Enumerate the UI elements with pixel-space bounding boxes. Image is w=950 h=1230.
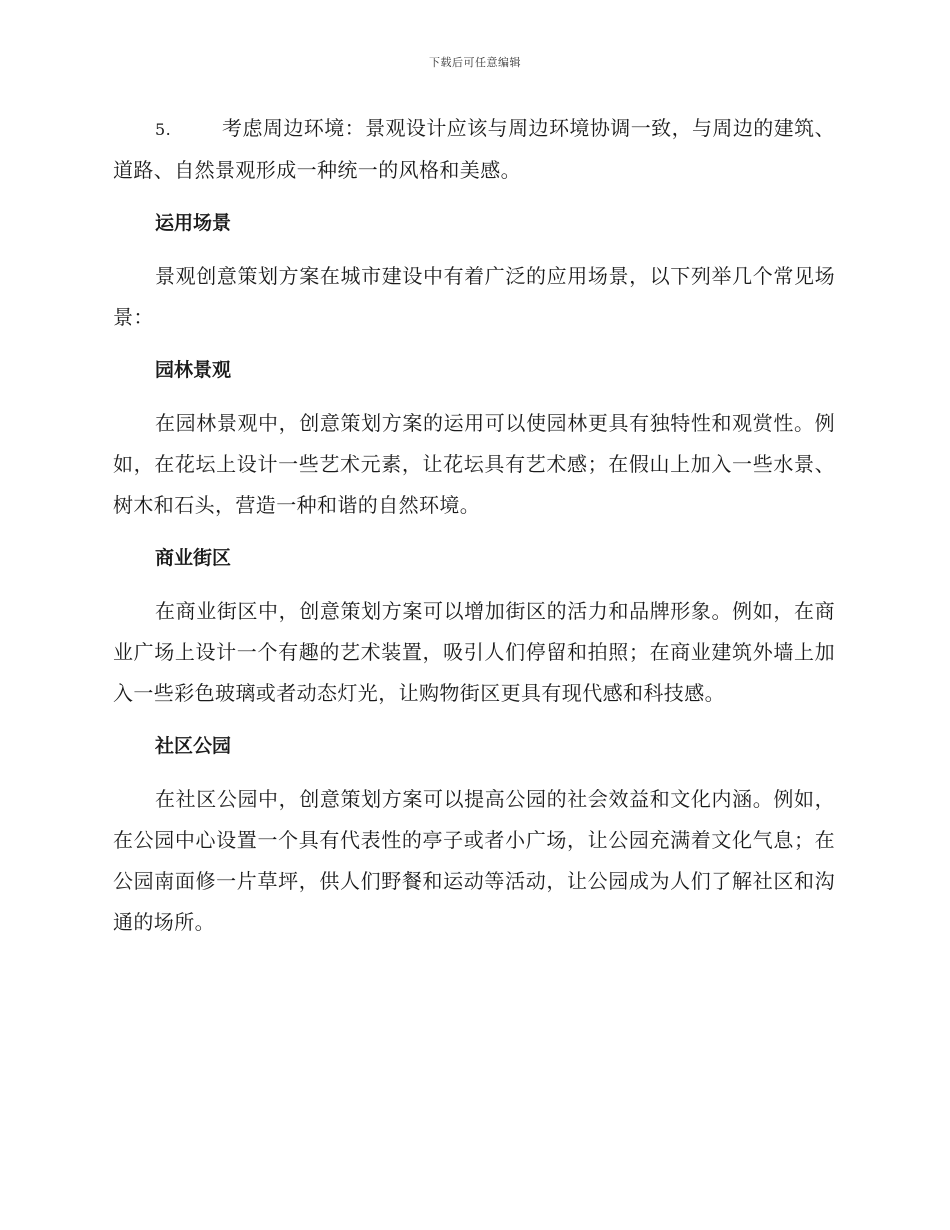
section-paragraph-garden: 在园林景观中，创意策划方案的运用可以使园林更具有独特性和观赏性。例如，在花坛上设计一些艺术元素，让花坛具有艺术感；在假山上加入一些水景、树木和石头，营造一种和谐的自然环境。	[113, 411, 835, 517]
document-body	[113, 108, 835, 955]
section-paragraph-commercial: 在商业街区中，创意策划方案可以增加街区的活力和品牌形象。例如，在商业广场上设计一个有趣的艺术装置，吸引人们停留和拍照；在商业建筑外墙上加入一些彩色玻璃或者动态灯光，让购物街区更具有现代感和科技感。	[113, 599, 835, 705]
list-item-text: 考虑周边环境：景观设计应该与周边环境协调一致，与周边的建筑、道路、自然景观形成一种统一的风格和美感。	[113, 116, 835, 182]
section-heading-usage: 运用场景	[155, 212, 232, 234]
section-heading-garden: 园林景观	[155, 359, 232, 381]
list-item-5	[113, 108, 835, 191]
section-heading-community: 社区公园	[155, 735, 232, 757]
section-paragraph-usage: 景观创意策划方案在城市建设中有着广泛的应用场景，以下列举几个常见场景：	[113, 264, 835, 329]
page-header: 下载后可任意编辑	[429, 56, 521, 69]
section-heading-commercial: 商业街区	[155, 547, 232, 569]
list-number: 5.	[155, 120, 172, 139]
section-paragraph-community: 在社区公园中，创意策划方案可以提高公园的社会效益和文化内涵。例如，在公园中心设置一个具有代表性的亭子或者小广场，让公园充满着文化气息；在公园南面修一片草坪，供人们野餐和运动等活动，让公园成为人们了解社区和沟通的场所。	[113, 787, 835, 934]
